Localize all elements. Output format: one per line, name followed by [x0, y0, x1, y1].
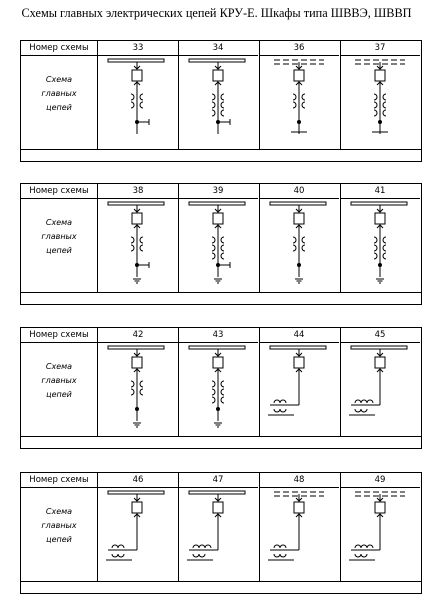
busbar: [108, 491, 164, 494]
breaker-box: [294, 502, 304, 513]
ct-coil-left: [212, 389, 215, 395]
ct-coil-left: [293, 237, 296, 243]
node: [379, 264, 382, 267]
scheme-number: 48: [259, 473, 339, 488]
row-label: Схема главных цепей: [41, 507, 77, 544]
scheme-number: 34: [178, 41, 258, 56]
ct-coil-right: [221, 381, 224, 387]
scheme-diagram: [98, 199, 178, 292]
ct-coil-left: [293, 102, 296, 108]
row-label: Схема главных цепей: [41, 362, 77, 399]
ct-coil-right: [221, 237, 224, 243]
busbar: [270, 346, 326, 349]
breaker-box: [375, 357, 385, 368]
scheme-table-4: [20, 472, 422, 594]
scheme-number: 33: [98, 41, 178, 56]
busbar: [108, 202, 164, 205]
ct-coil-right: [140, 94, 143, 100]
scheme-diagram: [260, 488, 340, 581]
ct-coil-right: [140, 237, 143, 243]
cable-ct-coil: [205, 545, 211, 548]
breaker-box: [375, 70, 385, 81]
cable-ct-coil: [355, 400, 361, 403]
cable-ct-coil: [367, 545, 373, 548]
breaker-box: [213, 213, 223, 224]
ct-coil-left: [212, 381, 215, 387]
cable-ct-lower: [355, 409, 367, 412]
busbar: [108, 59, 164, 62]
ct-coil-left: [212, 237, 215, 243]
scheme-diagram: [179, 56, 259, 149]
busbar: [108, 346, 164, 349]
scheme-diagram: [98, 56, 178, 149]
node: [298, 264, 301, 267]
breaker-box: [132, 70, 142, 81]
node: [136, 408, 139, 411]
ct-coil-right: [221, 110, 224, 116]
ct-coil-left: [293, 94, 296, 100]
ct-coil-left: [374, 237, 377, 243]
header-label: Номер схемы: [21, 473, 97, 488]
cable-ct-coil: [118, 545, 124, 548]
cable-ct-lower: [274, 554, 286, 557]
breaker-box: [375, 213, 385, 224]
ct-coil-right: [383, 245, 386, 251]
scheme-diagram: [260, 56, 340, 149]
ct-coil-left: [212, 245, 215, 251]
header-label: Номер схемы: [21, 184, 97, 199]
breaker-box: [294, 70, 304, 81]
scheme-diagram: [98, 488, 178, 581]
ct-coil-right: [221, 94, 224, 100]
scheme-table-3: [20, 327, 422, 449]
scheme-number: 45: [340, 328, 420, 343]
cable-ct-coil: [361, 400, 367, 403]
cable-ct-coil: [280, 545, 286, 548]
ct-coil-right: [383, 102, 386, 108]
cable-ct-coil: [193, 545, 199, 548]
scheme-diagram: [179, 343, 259, 436]
node: [217, 408, 220, 411]
ct-coil-right: [383, 253, 386, 259]
ct-coil-right: [221, 397, 224, 403]
scheme-diagram: [341, 199, 421, 292]
cable-ct-coil: [280, 400, 286, 403]
header-label: Номер схемы: [21, 328, 97, 343]
busbar: [189, 346, 245, 349]
scheme-diagram: [341, 488, 421, 581]
ct-coil-left: [212, 253, 215, 259]
breaker-box: [213, 502, 223, 513]
busbar: [351, 202, 407, 205]
scheme-number: 49: [340, 473, 420, 488]
scheme-number: 36: [259, 41, 339, 56]
ct-coil-right: [302, 237, 305, 243]
breaker-box: [213, 70, 223, 81]
ct-coil-left: [212, 102, 215, 108]
breaker-box: [294, 357, 304, 368]
ct-coil-left: [131, 102, 134, 108]
ct-coil-left: [131, 389, 134, 395]
breaker-box: [213, 357, 223, 368]
ct-coil-right: [221, 389, 224, 395]
cable-ct-coil: [367, 400, 373, 403]
row-label: Схема главных цепей: [41, 218, 77, 255]
ct-coil-right: [221, 253, 224, 259]
ct-coil-right: [302, 102, 305, 108]
scheme-number: 44: [259, 328, 339, 343]
ct-coil-right: [140, 245, 143, 251]
node: [379, 121, 382, 124]
ct-coil-left: [131, 245, 134, 251]
scheme-number: 47: [178, 473, 258, 488]
scheme-diagram: [179, 199, 259, 292]
ct-coil-right: [383, 110, 386, 116]
cable-ct-lower: [193, 554, 205, 557]
busbar: [189, 491, 245, 494]
ct-coil-left: [374, 253, 377, 259]
ct-coil-left: [374, 110, 377, 116]
ct-coil-left: [212, 110, 215, 116]
busbar: [189, 59, 245, 62]
scheme-number: 40: [259, 184, 339, 199]
scheme-diagram: [260, 199, 340, 292]
ct-coil-left: [131, 381, 134, 387]
ct-coil-right: [140, 102, 143, 108]
ct-coil-right: [140, 389, 143, 395]
scheme-table-2: [20, 183, 422, 305]
busbar: [189, 202, 245, 205]
ct-coil-right: [221, 245, 224, 251]
ct-coil-right: [140, 381, 143, 387]
scheme-diagram: [98, 343, 178, 436]
ct-coil-right: [221, 102, 224, 108]
scheme-number: 39: [178, 184, 258, 199]
cable-ct-coil: [355, 545, 361, 548]
ct-coil-left: [131, 237, 134, 243]
breaker-box: [132, 357, 142, 368]
header-label: Номер схемы: [21, 41, 97, 56]
cable-ct-coil: [274, 545, 280, 548]
ct-coil-left: [374, 102, 377, 108]
cable-ct-lower: [274, 409, 286, 412]
breaker-box: [132, 213, 142, 224]
scheme-diagram: [341, 56, 421, 149]
cable-ct-coil: [361, 545, 367, 548]
node: [298, 121, 301, 124]
ct-coil-left: [212, 397, 215, 403]
ct-coil-left: [374, 94, 377, 100]
row-label: Схема главных цепей: [41, 75, 77, 112]
busbar: [351, 346, 407, 349]
ct-coil-right: [302, 245, 305, 251]
cable-ct-coil: [199, 545, 205, 548]
scheme-number: 43: [178, 328, 258, 343]
ct-coil-right: [302, 94, 305, 100]
cable-ct-coil: [112, 545, 118, 548]
scheme-number: 46: [98, 473, 178, 488]
scheme-number: 38: [98, 184, 178, 199]
breaker-box: [294, 213, 304, 224]
scheme-diagram: [341, 343, 421, 436]
scheme-diagram: [179, 488, 259, 581]
cable-ct-lower: [112, 554, 124, 557]
busbar: [270, 202, 326, 205]
breaker-box: [132, 502, 142, 513]
scheme-table-1: [20, 40, 422, 162]
page-title: Схемы главных электрических цепей КРУ-Е. Шкафы типа ШВВЭ, ШВВП: [21, 6, 412, 20]
scheme-diagram: [260, 343, 340, 436]
scheme-number: 42: [98, 328, 178, 343]
ct-coil-left: [131, 94, 134, 100]
ct-coil-right: [383, 237, 386, 243]
ct-coil-left: [212, 94, 215, 100]
breaker-box: [375, 502, 385, 513]
scheme-number: 37: [340, 41, 420, 56]
cable-ct-coil: [274, 400, 280, 403]
ct-coil-left: [293, 245, 296, 251]
scheme-number: 41: [340, 184, 420, 199]
ct-coil-right: [383, 94, 386, 100]
cable-ct-lower: [355, 554, 367, 557]
ct-coil-left: [374, 245, 377, 251]
